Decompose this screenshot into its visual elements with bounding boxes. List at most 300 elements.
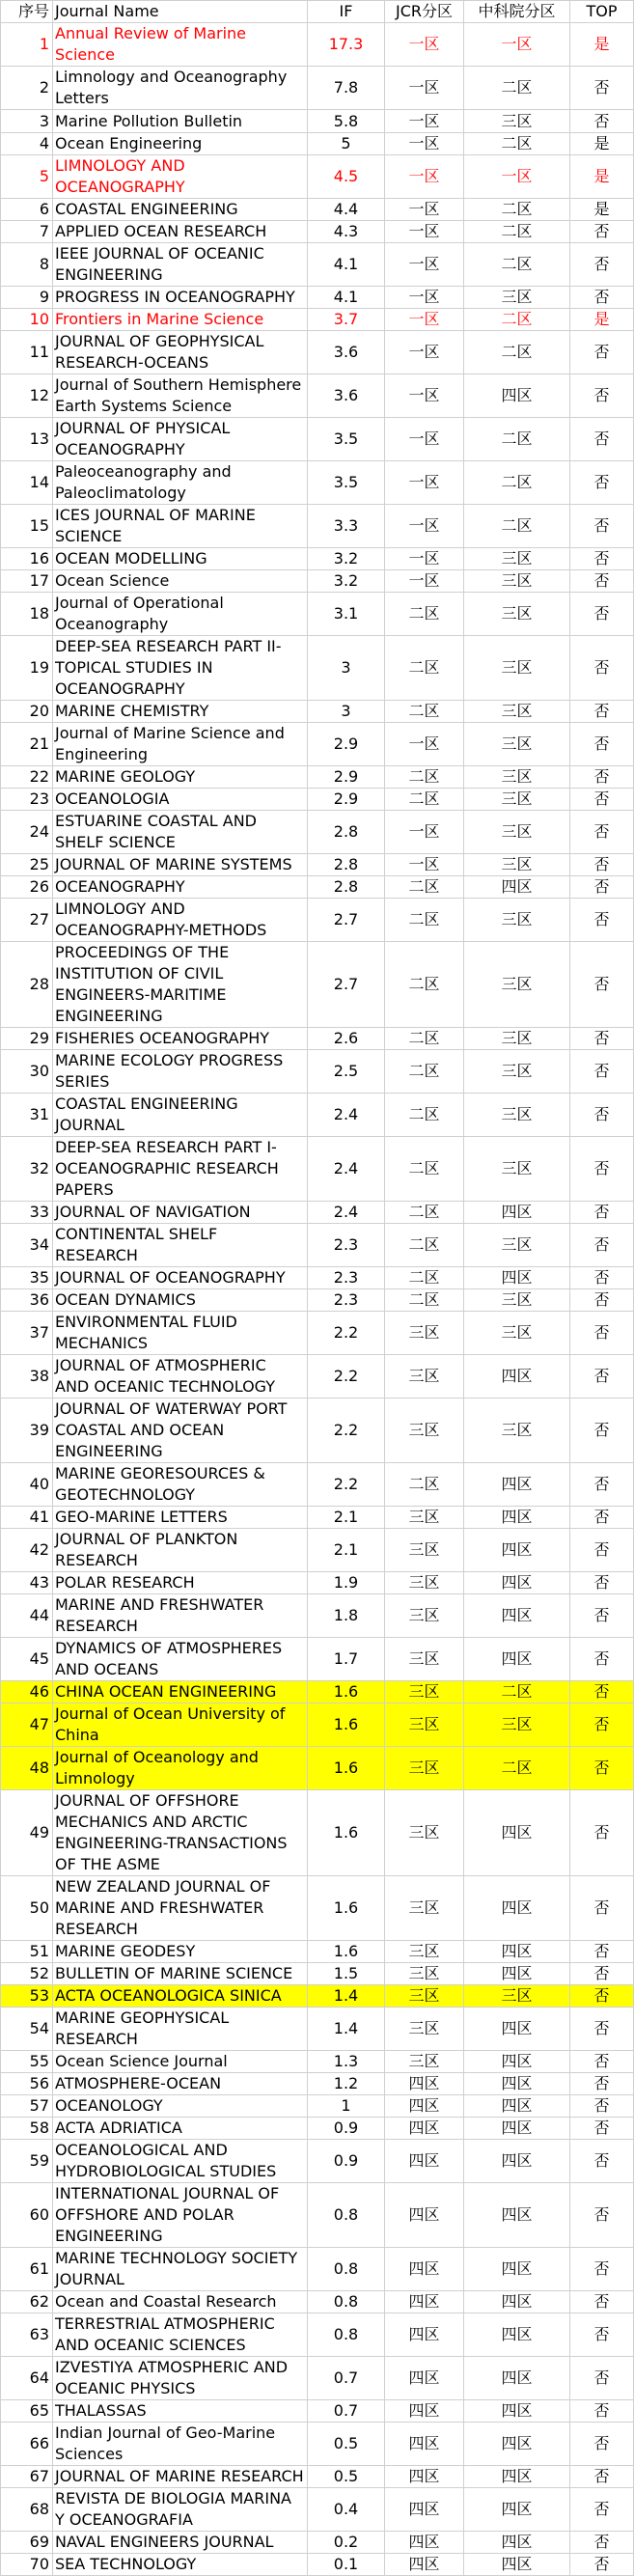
- impact-factor: 0.5: [308, 2423, 385, 2466]
- journal-name: MARINE CHEMISTRY: [53, 701, 308, 723]
- impact-factor: 0.7: [308, 2400, 385, 2423]
- journal-name: JOURNAL OF MARINE SYSTEMS: [53, 854, 308, 876]
- journal-name: JOURNAL OF PLANKTON RESEARCH: [53, 1529, 308, 1572]
- journal-name: NEW ZEALAND JOURNAL OF MARINE AND FRESHWATER RESEARCH: [53, 1876, 308, 1941]
- table-row: [1, 1202, 634, 1224]
- row-index: 51: [1, 1941, 53, 1963]
- journal-name: Journal of Operational Oceanography: [53, 593, 308, 636]
- table-row: [1, 155, 634, 199]
- row-index: 38: [1, 1355, 53, 1399]
- journal-name: REVISTA DE BIOLOGIA MARINA Y OCEANOGRAFIA: [53, 2488, 308, 2532]
- cas-zone: 三区: [464, 789, 570, 811]
- impact-factor: 2.2: [308, 1463, 385, 1507]
- journal-name: Indian Journal of Geo-Marine Sciences: [53, 2423, 308, 2466]
- top-flag: 否: [570, 811, 634, 854]
- journal-name: Paleoceanography and Paleoclimatology: [53, 461, 308, 505]
- table-row: [1, 1985, 634, 2008]
- jcr-quartile: 三区: [385, 1399, 464, 1463]
- journal-name: JOURNAL OF OFFSHORE MECHANICS AND ARCTIC ENGINEERING-TRANSACTIONS OF THE ASME: [53, 1790, 308, 1876]
- impact-factor: 7.8: [308, 67, 385, 110]
- top-flag: 否: [570, 1507, 634, 1529]
- cas-zone: 四区: [464, 1267, 570, 1289]
- row-index: 36: [1, 1289, 53, 1312]
- row-index: 65: [1, 2400, 53, 2423]
- jcr-quartile: 三区: [385, 2051, 464, 2073]
- journal-name: POLAR RESEARCH: [53, 1572, 308, 1594]
- top-flag: 否: [570, 2488, 634, 2532]
- table-row: [1, 1876, 634, 1941]
- top-flag: 否: [570, 1399, 634, 1463]
- table-row: [1, 2118, 634, 2140]
- row-index: 24: [1, 811, 53, 854]
- impact-factor: 0.7: [308, 2357, 385, 2400]
- jcr-quartile: 三区: [385, 1638, 464, 1681]
- jcr-quartile: 二区: [385, 701, 464, 723]
- row-index: 58: [1, 2118, 53, 2140]
- top-flag: 否: [570, 1028, 634, 1050]
- jcr-quartile: 四区: [385, 2118, 464, 2140]
- table-row: [1, 243, 634, 287]
- journal-name: MARINE GEOLOGY: [53, 766, 308, 789]
- cas-zone: 二区: [464, 1747, 570, 1790]
- row-index: 43: [1, 1572, 53, 1594]
- cas-zone: 四区: [464, 2400, 570, 2423]
- top-flag: 否: [570, 1355, 634, 1399]
- jcr-quartile: 三区: [385, 1941, 464, 1963]
- cas-zone: 二区: [464, 461, 570, 505]
- header-cas-zone: 中科院分区: [464, 1, 570, 23]
- journal-name: Ocean Engineering: [53, 133, 308, 155]
- jcr-quartile: 一区: [385, 67, 464, 110]
- impact-factor: 1.6: [308, 1681, 385, 1703]
- impact-factor: 2.2: [308, 1399, 385, 1463]
- top-flag: 是: [570, 23, 634, 67]
- cas-zone: 二区: [464, 133, 570, 155]
- table-row: [1, 133, 634, 155]
- journal-name: INTERNATIONAL JOURNAL OF OFFSHORE AND POLAR ENGINEERING: [53, 2183, 308, 2248]
- top-flag: 否: [570, 766, 634, 789]
- impact-factor: 2.7: [308, 942, 385, 1028]
- top-flag: 否: [570, 1681, 634, 1703]
- row-index: 25: [1, 854, 53, 876]
- jcr-quartile: 三区: [385, 1681, 464, 1703]
- journal-name: JOURNAL OF MARINE RESEARCH: [53, 2466, 308, 2488]
- cas-zone: 二区: [464, 505, 570, 548]
- table-row: [1, 1355, 634, 1399]
- journal-name: MARINE AND FRESHWATER RESEARCH: [53, 1594, 308, 1638]
- row-index: 41: [1, 1507, 53, 1529]
- impact-factor: 5: [308, 133, 385, 155]
- impact-factor: 1.3: [308, 2051, 385, 2073]
- jcr-quartile: 三区: [385, 1594, 464, 1638]
- journal-name: ATMOSPHERE-OCEAN: [53, 2073, 308, 2095]
- cas-zone: 三区: [464, 110, 570, 133]
- top-flag: 否: [570, 287, 634, 309]
- impact-factor: 3.5: [308, 461, 385, 505]
- row-index: 64: [1, 2357, 53, 2400]
- cas-zone: 三区: [464, 570, 570, 593]
- table-row: [1, 1529, 634, 1572]
- cas-zone: 四区: [464, 2183, 570, 2248]
- table-row: [1, 1963, 634, 1985]
- jcr-quartile: 三区: [385, 1876, 464, 1941]
- journal-name: PROGRESS IN OCEANOGRAPHY: [53, 287, 308, 309]
- table-row: [1, 899, 634, 942]
- jcr-quartile: 四区: [385, 2400, 464, 2423]
- cas-zone: 一区: [464, 23, 570, 67]
- jcr-quartile: 一区: [385, 570, 464, 593]
- cas-zone: 四区: [464, 1876, 570, 1941]
- jcr-quartile: 一区: [385, 418, 464, 461]
- cas-zone: 二区: [464, 221, 570, 243]
- row-index: 33: [1, 1202, 53, 1224]
- impact-factor: 3.5: [308, 418, 385, 461]
- jcr-quartile: 四区: [385, 2073, 464, 2095]
- row-index: 68: [1, 2488, 53, 2532]
- row-index: 20: [1, 701, 53, 723]
- impact-factor: 2.9: [308, 789, 385, 811]
- journal-name: Frontiers in Marine Science: [53, 309, 308, 331]
- row-index: 26: [1, 876, 53, 899]
- jcr-quartile: 二区: [385, 593, 464, 636]
- cas-zone: 四区: [464, 2291, 570, 2313]
- cas-zone: 三区: [464, 1399, 570, 1463]
- table-row: [1, 1289, 634, 1312]
- top-flag: 否: [570, 2118, 634, 2140]
- cas-zone: 三区: [464, 1028, 570, 1050]
- cas-zone: 一区: [464, 155, 570, 199]
- top-flag: 否: [570, 505, 634, 548]
- table-row: [1, 1312, 634, 1355]
- cas-zone: 四区: [464, 876, 570, 899]
- journal-name: OCEANOLOGIA: [53, 789, 308, 811]
- journal-name: Ocean Science: [53, 570, 308, 593]
- cas-zone: 三区: [464, 593, 570, 636]
- top-flag: 否: [570, 67, 634, 110]
- cas-zone: 二区: [464, 67, 570, 110]
- table-row: [1, 2400, 634, 2423]
- impact-factor: 2.8: [308, 854, 385, 876]
- impact-factor: 1.5: [308, 1963, 385, 1985]
- journal-name: ICES JOURNAL OF MARINE SCIENCE: [53, 505, 308, 548]
- table-row: [1, 1572, 634, 1594]
- jcr-quartile: 二区: [385, 1202, 464, 1224]
- jcr-quartile: 二区: [385, 1463, 464, 1507]
- top-flag: 否: [570, 2400, 634, 2423]
- row-index: 6: [1, 199, 53, 221]
- top-flag: 否: [570, 331, 634, 374]
- cas-zone: 三区: [464, 811, 570, 854]
- journal-name: Journal of Marine Science and Engineering: [53, 723, 308, 766]
- jcr-quartile: 一区: [385, 723, 464, 766]
- table-row: [1, 2008, 634, 2051]
- table-body: [1, 23, 634, 2576]
- header-top: TOP: [570, 1, 634, 23]
- jcr-quartile: 三区: [385, 1529, 464, 1572]
- cas-zone: 三区: [464, 942, 570, 1028]
- table-row: [1, 1028, 634, 1050]
- impact-factor: 0.2: [308, 2532, 385, 2554]
- impact-factor: 1.6: [308, 1790, 385, 1876]
- journal-name: DYNAMICS OF ATMOSPHERES AND OCEANS: [53, 1638, 308, 1681]
- journal-name: OCEAN DYNAMICS: [53, 1289, 308, 1312]
- table-row: [1, 701, 634, 723]
- table-row: [1, 2466, 634, 2488]
- row-index: 53: [1, 1985, 53, 2008]
- table-row: [1, 1703, 634, 1747]
- impact-factor: 2.4: [308, 1094, 385, 1137]
- jcr-quartile: 二区: [385, 636, 464, 701]
- journal-name: Ocean and Coastal Research: [53, 2291, 308, 2313]
- cas-zone: 三区: [464, 1703, 570, 1747]
- top-flag: 否: [570, 1876, 634, 1941]
- cas-zone: 四区: [464, 1963, 570, 1985]
- header-impact-factor: IF: [308, 1, 385, 23]
- top-flag: 否: [570, 1638, 634, 1681]
- jcr-quartile: 三区: [385, 1703, 464, 1747]
- top-flag: 否: [570, 2248, 634, 2291]
- impact-factor: 17.3: [308, 23, 385, 67]
- cas-zone: 三区: [464, 287, 570, 309]
- row-index: 27: [1, 899, 53, 942]
- table-row: [1, 67, 634, 110]
- jcr-quartile: 一区: [385, 199, 464, 221]
- table-row: [1, 221, 634, 243]
- row-index: 54: [1, 2008, 53, 2051]
- table-row: [1, 548, 634, 570]
- impact-factor: 0.4: [308, 2488, 385, 2532]
- journal-name: COASTAL ENGINEERING: [53, 199, 308, 221]
- jcr-quartile: 二区: [385, 1289, 464, 1312]
- impact-factor: 0.8: [308, 2183, 385, 2248]
- journal-name: JOURNAL OF OCEANOGRAPHY: [53, 1267, 308, 1289]
- journal-name: JOURNAL OF GEOPHYSICAL RESEARCH-OCEANS: [53, 331, 308, 374]
- cas-zone: 三区: [464, 1985, 570, 2008]
- top-flag: 否: [570, 2554, 634, 2576]
- header-jcr-quartile: JCR分区: [385, 1, 464, 23]
- table-row: [1, 876, 634, 899]
- cas-zone: 二区: [464, 1681, 570, 1703]
- header-journal-name: Journal Name: [53, 1, 308, 23]
- row-index: 57: [1, 2095, 53, 2118]
- table-row: [1, 505, 634, 548]
- jcr-quartile: 三区: [385, 1355, 464, 1399]
- row-index: 56: [1, 2073, 53, 2095]
- cas-zone: 四区: [464, 1790, 570, 1876]
- cas-zone: 四区: [464, 2008, 570, 2051]
- top-flag: 否: [570, 374, 634, 418]
- journal-name: Annual Review of Marine Science: [53, 23, 308, 67]
- table-row: [1, 331, 634, 374]
- top-flag: 否: [570, 1463, 634, 1507]
- top-flag: 否: [570, 2073, 634, 2095]
- cas-zone: 四区: [464, 1202, 570, 1224]
- impact-factor: 2.6: [308, 1028, 385, 1050]
- row-index: 46: [1, 1681, 53, 1703]
- top-flag: 否: [570, 1529, 634, 1572]
- jcr-quartile: 二区: [385, 1137, 464, 1202]
- top-flag: 否: [570, 636, 634, 701]
- journal-name: ENVIRONMENTAL FLUID MECHANICS: [53, 1312, 308, 1355]
- row-index: 22: [1, 766, 53, 789]
- jcr-quartile: 二区: [385, 789, 464, 811]
- impact-factor: 2.2: [308, 1312, 385, 1355]
- cas-zone: 三区: [464, 701, 570, 723]
- top-flag: 否: [570, 1963, 634, 1985]
- jcr-quartile: 一区: [385, 374, 464, 418]
- impact-factor: 2.9: [308, 766, 385, 789]
- journal-name: TERRESTRIAL ATMOSPHERIC AND OCEANIC SCIENCES: [53, 2313, 308, 2357]
- top-flag: 是: [570, 309, 634, 331]
- header-index: 序号: [1, 1, 53, 23]
- cas-zone: 四区: [464, 1529, 570, 1572]
- row-index: 62: [1, 2291, 53, 2313]
- jcr-quartile: 一区: [385, 461, 464, 505]
- jcr-quartile: 四区: [385, 2357, 464, 2400]
- impact-factor: 1: [308, 2095, 385, 2118]
- row-index: 45: [1, 1638, 53, 1681]
- impact-factor: 1.6: [308, 1747, 385, 1790]
- cas-zone: 四区: [464, 1355, 570, 1399]
- row-index: 69: [1, 2532, 53, 2554]
- impact-factor: 1.6: [308, 1876, 385, 1941]
- table-row: [1, 1594, 634, 1638]
- table-row: [1, 287, 634, 309]
- table-row: [1, 199, 634, 221]
- cas-zone: 二区: [464, 331, 570, 374]
- impact-factor: 0.8: [308, 2291, 385, 2313]
- journal-name: FISHERIES OCEANOGRAPHY: [53, 1028, 308, 1050]
- table-row: [1, 1094, 634, 1137]
- jcr-quartile: 三区: [385, 2008, 464, 2051]
- journal-name: MARINE GEOPHYSICAL RESEARCH: [53, 2008, 308, 2051]
- journal-name: NAVAL ENGINEERS JOURNAL: [53, 2532, 308, 2554]
- row-index: 2: [1, 67, 53, 110]
- cas-zone: 三区: [464, 548, 570, 570]
- journal-name: PROCEEDINGS OF THE INSTITUTION OF CIVIL ENGINEERS-MARITIME ENGINEERING: [53, 942, 308, 1028]
- impact-factor: 2.1: [308, 1507, 385, 1529]
- journal-name: Ocean Science Journal: [53, 2051, 308, 2073]
- top-flag: 否: [570, 1050, 634, 1094]
- table-row: [1, 309, 634, 331]
- journal-name: JOURNAL OF PHYSICAL OCEANOGRAPHY: [53, 418, 308, 461]
- journal-name: ACTA OCEANOLOGICA SINICA: [53, 1985, 308, 2008]
- impact-factor: 2.1: [308, 1529, 385, 1572]
- impact-factor: 1.4: [308, 1985, 385, 2008]
- table-row: [1, 1050, 634, 1094]
- row-index: 39: [1, 1399, 53, 1463]
- journal-name: DEEP-SEA RESEARCH PART I-OCEANOGRAPHIC RESEARCH PAPERS: [53, 1137, 308, 1202]
- jcr-quartile: 三区: [385, 1963, 464, 1985]
- row-index: 21: [1, 723, 53, 766]
- table-row: [1, 1747, 634, 1790]
- top-flag: 否: [570, 110, 634, 133]
- impact-factor: 2.7: [308, 899, 385, 942]
- top-flag: 否: [570, 1137, 634, 1202]
- impact-factor: 2.3: [308, 1224, 385, 1267]
- table-row: [1, 766, 634, 789]
- table-row: [1, 1399, 634, 1463]
- cas-zone: 四区: [464, 1941, 570, 1963]
- table-row: [1, 2313, 634, 2357]
- table-row: [1, 2140, 634, 2183]
- table-row: [1, 1790, 634, 1876]
- top-flag: 否: [570, 942, 634, 1028]
- jcr-quartile: 三区: [385, 1312, 464, 1355]
- jcr-quartile: 一区: [385, 155, 464, 199]
- journal-name: JOURNAL OF WATERWAY PORT COASTAL AND OCEAN ENGINEERING: [53, 1399, 308, 1463]
- top-flag: 否: [570, 876, 634, 899]
- jcr-quartile: 一区: [385, 854, 464, 876]
- cas-zone: 四区: [464, 2140, 570, 2183]
- row-index: 4: [1, 133, 53, 155]
- journal-name: JOURNAL OF ATMOSPHERIC AND OCEANIC TECHNOLOGY: [53, 1355, 308, 1399]
- jcr-quartile: 二区: [385, 1094, 464, 1137]
- cas-zone: 四区: [464, 2313, 570, 2357]
- jcr-quartile: 一区: [385, 23, 464, 67]
- impact-factor: 1.6: [308, 1703, 385, 1747]
- cas-zone: 四区: [464, 2073, 570, 2095]
- jcr-quartile: 三区: [385, 1790, 464, 1876]
- jcr-quartile: 二区: [385, 1050, 464, 1094]
- impact-factor: 4.3: [308, 221, 385, 243]
- top-flag: 否: [570, 723, 634, 766]
- jcr-quartile: 三区: [385, 1985, 464, 2008]
- cas-zone: 三区: [464, 854, 570, 876]
- cas-zone: 二区: [464, 243, 570, 287]
- cas-zone: 三区: [464, 1094, 570, 1137]
- row-index: 50: [1, 1876, 53, 1941]
- impact-factor: 1.9: [308, 1572, 385, 1594]
- jcr-quartile: 四区: [385, 2423, 464, 2466]
- impact-factor: 3.6: [308, 331, 385, 374]
- cas-zone: 二区: [464, 418, 570, 461]
- top-flag: 否: [570, 1312, 634, 1355]
- row-index: 28: [1, 942, 53, 1028]
- table-row: [1, 418, 634, 461]
- row-index: 66: [1, 2423, 53, 2466]
- jcr-quartile: 一区: [385, 110, 464, 133]
- table-row: [1, 2051, 634, 2073]
- impact-factor: 3: [308, 701, 385, 723]
- table-row: [1, 854, 634, 876]
- row-index: 40: [1, 1463, 53, 1507]
- row-index: 67: [1, 2466, 53, 2488]
- top-flag: 否: [570, 1572, 634, 1594]
- journal-name: Journal of Oceanology and Limnology: [53, 1747, 308, 1790]
- row-index: 5: [1, 155, 53, 199]
- row-index: 48: [1, 1747, 53, 1790]
- impact-factor: 0.5: [308, 2466, 385, 2488]
- row-index: 35: [1, 1267, 53, 1289]
- row-index: 19: [1, 636, 53, 701]
- top-flag: 否: [570, 1094, 634, 1137]
- cas-zone: 三区: [464, 636, 570, 701]
- row-index: 14: [1, 461, 53, 505]
- top-flag: 否: [570, 1224, 634, 1267]
- jcr-quartile: 四区: [385, 2554, 464, 2576]
- journal-name: LIMNOLOGY AND OCEANOGRAPHY: [53, 155, 308, 199]
- cas-zone: 三区: [464, 723, 570, 766]
- journal-name: BULLETIN OF MARINE SCIENCE: [53, 1963, 308, 1985]
- impact-factor: 1.2: [308, 2073, 385, 2095]
- journal-name: OCEAN MODELLING: [53, 548, 308, 570]
- journal-name: OCEANOLOGY: [53, 2095, 308, 2118]
- table-row: [1, 789, 634, 811]
- impact-factor: 2.3: [308, 1267, 385, 1289]
- cas-zone: 四区: [464, 2488, 570, 2532]
- row-index: 7: [1, 221, 53, 243]
